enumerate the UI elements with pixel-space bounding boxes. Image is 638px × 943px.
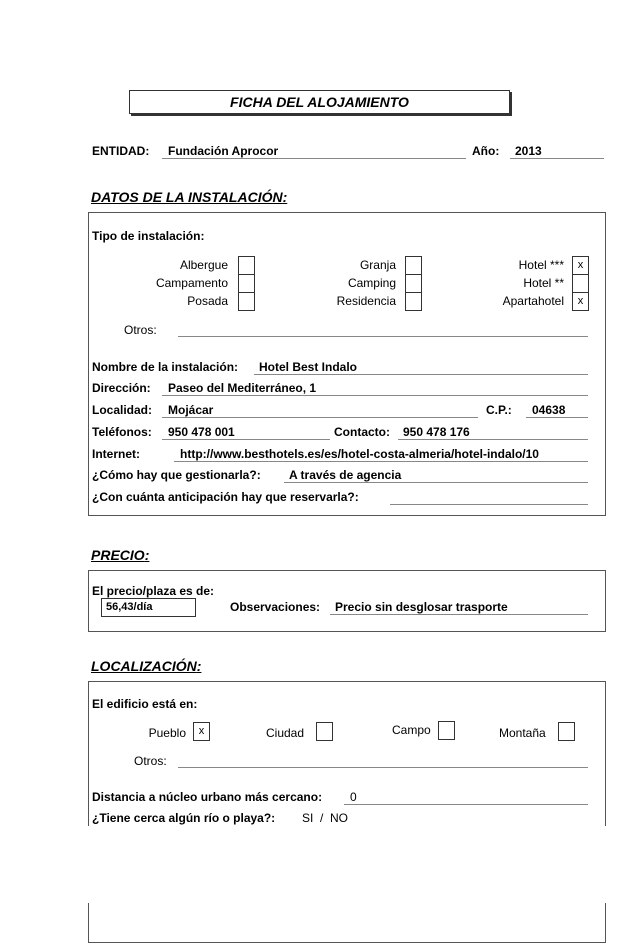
building-label: El edificio está en: (92, 697, 198, 711)
section-title-location-text: LOCALIZACIÓN (91, 658, 197, 674)
year-underline (510, 158, 604, 159)
section-title-installation (91, 189, 287, 205)
option-posada-label: Posada (187, 294, 228, 308)
distance-underline (344, 804, 588, 805)
internet-underline (174, 461, 588, 462)
option-hotel2-checkbox[interactable] (572, 274, 589, 293)
name-underline (254, 374, 588, 375)
phones-value[interactable]: 950 478 001 (168, 425, 235, 439)
river-value[interactable]: SI / NO (302, 811, 349, 825)
advance-underline (390, 504, 588, 505)
section-title-location (91, 658, 201, 674)
option-camping-label: Camping (347, 276, 396, 290)
section-title-installation-text: DATOS DE LA INSTALACIÓN (91, 189, 283, 205)
entity-value[interactable]: Fundación Aprocor (168, 144, 279, 158)
price-value: 56,43/día (106, 601, 153, 613)
section-title-price (91, 547, 149, 563)
locality-underline (162, 417, 478, 418)
distance-label: Distancia a núcleo urbano más cercano: (92, 790, 323, 804)
otros-label: Otros: (124, 323, 157, 337)
section-title-price-text: PRECIO (91, 547, 145, 563)
location-pueblo-checkbox[interactable]: x (193, 722, 210, 741)
page-title: FICHA DEL ALOJAMIENTO (230, 94, 409, 110)
page-cut (0, 826, 638, 903)
obs-label: Observaciones: (230, 600, 321, 614)
year-value[interactable]: 2013 (515, 144, 542, 158)
distance-value[interactable]: 0 (350, 790, 357, 804)
name-label: Nombre de la instalación: (92, 360, 239, 374)
section-title-price-colon: : (144, 547, 150, 563)
option-apartahotel-checkbox[interactable]: x (572, 292, 589, 311)
option-apartahotel-label: Apartahotel (502, 294, 564, 308)
locality-value[interactable]: Mojácar (168, 403, 214, 417)
otros-underline (178, 336, 588, 337)
cp-underline (526, 417, 588, 418)
contact-underline (398, 439, 588, 440)
option-campamento-checkbox[interactable] (238, 274, 255, 293)
option-residencia-label: Residencia (336, 294, 396, 308)
manage-underline (284, 482, 588, 483)
option-hotel3-checkbox[interactable]: x (572, 256, 589, 275)
title-box (129, 90, 510, 114)
phones-underline (162, 439, 330, 440)
option-hotel3-label: Hotel *** (518, 258, 564, 272)
location-campo-checkbox[interactable] (438, 721, 455, 740)
price-label: El precio/plaza es de: (92, 584, 215, 598)
contact-label: Contacto: (334, 425, 390, 439)
cp-label: C.P.: (486, 403, 512, 417)
entity-underline (162, 158, 466, 159)
locality-label: Localidad: (92, 403, 153, 417)
option-granja-label: Granja (359, 258, 396, 272)
obs-value[interactable]: Precio sin desglosar trasporte (335, 600, 508, 614)
location-montana-label: Montaña (499, 726, 546, 740)
entity-label: ENTIDAD: (92, 144, 150, 158)
address-underline (162, 395, 588, 396)
manage-label: ¿Cómo hay que gestionarla?: (92, 468, 261, 482)
phones-label: Teléfonos: (92, 425, 152, 439)
type-label: Tipo de instalación: (92, 229, 205, 243)
manage-value[interactable]: A través de agencia (289, 468, 402, 482)
location-pueblo-label: Pueblo (148, 726, 186, 740)
option-residencia-checkbox[interactable] (405, 292, 422, 311)
location-otros-label: Otros: (134, 754, 167, 768)
section-title-location-colon: : (196, 658, 202, 674)
contact-value[interactable]: 950 478 176 (403, 425, 470, 439)
internet-value[interactable]: http://www.besthotels.es/es/hotel-costa-almeria/hotel-indalo/10 (180, 447, 539, 461)
section-title-installation-colon: : (282, 189, 288, 205)
advance-label: ¿Con cuánta anticipación hay que reservarla?: (92, 490, 359, 504)
option-albergue-checkbox[interactable] (238, 256, 255, 275)
address-label: Dirección: (92, 381, 151, 395)
option-granja-checkbox[interactable] (405, 256, 422, 275)
internet-label: Internet: (92, 447, 140, 461)
address-value[interactable]: Paseo del Mediterráneo, 1 (168, 381, 317, 395)
location-montana-checkbox[interactable] (558, 722, 575, 741)
option-hotel2-label: Hotel ** (523, 276, 564, 290)
option-posada-checkbox[interactable] (238, 292, 255, 311)
cp-value[interactable]: 04638 (532, 403, 566, 417)
location-ciudad-checkbox[interactable] (316, 722, 333, 741)
location-ciudad-label: Ciudad (266, 726, 305, 740)
river-label: ¿Tiene cerca algún río o playa?: (92, 811, 276, 825)
option-albergue-label: Albergue (179, 258, 228, 272)
year-label: Año: (472, 144, 500, 158)
location-otros-underline (178, 767, 588, 768)
location-campo-label: Campo (392, 723, 431, 737)
option-camping-checkbox[interactable] (405, 274, 422, 293)
price-value-box[interactable] (101, 598, 196, 617)
option-campamento-label: Campamento (155, 276, 228, 290)
obs-underline (330, 614, 588, 615)
name-value[interactable]: Hotel Best Indalo (259, 360, 358, 374)
